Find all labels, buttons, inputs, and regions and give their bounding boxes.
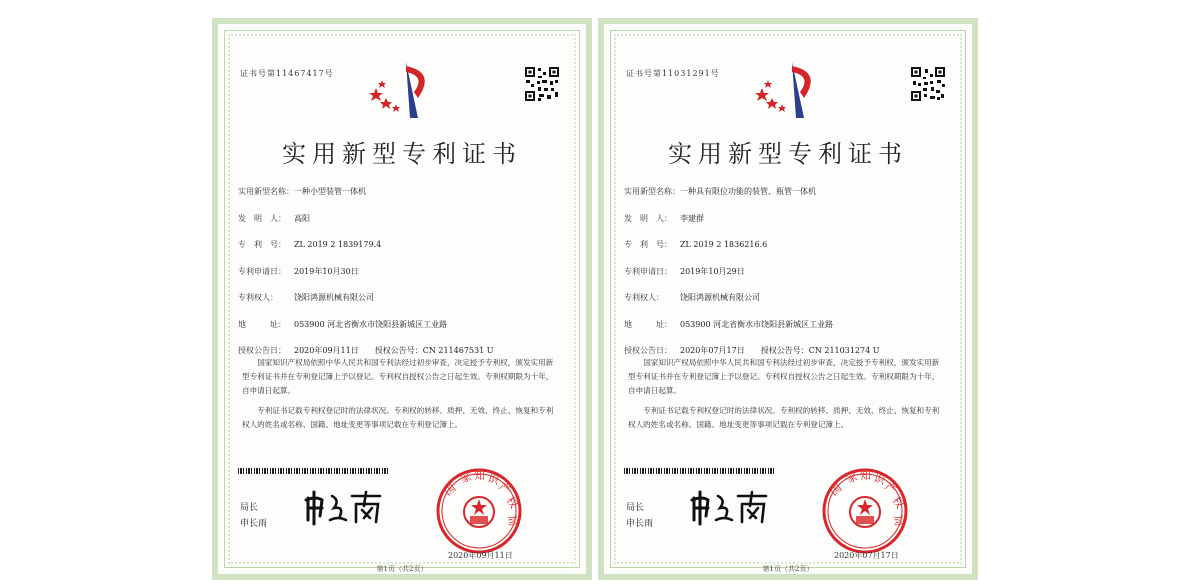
field-value: ZL 2019 2 1836216.6 [680, 240, 768, 249]
cnipa-logo-icon [752, 58, 822, 124]
field-label: 授权公告日： [238, 346, 286, 355]
certificate-title: 实用新型专利证书 [668, 140, 908, 168]
field-address [624, 319, 952, 346]
field-label: 实用新型名称： [238, 187, 294, 196]
field-value: 一种小型装管一体机 [294, 187, 366, 196]
field-value: 2019年10月30日 [294, 266, 359, 276]
field-label: 专 利 号： [238, 240, 286, 249]
director-name: 申长雨 [626, 519, 654, 529]
patent-certificate-1 [212, 18, 592, 580]
field-address [238, 319, 566, 346]
certificate-body [628, 356, 946, 438]
field-application-date [624, 266, 952, 293]
svg-text:国: 国 [827, 481, 845, 499]
certificate-fields [624, 186, 952, 372]
official-seal [434, 466, 524, 556]
svg-text:局: 局 [891, 514, 906, 528]
svg-text:产: 产 [496, 479, 513, 497]
svg-text:识: 识 [486, 471, 501, 488]
official-seal [820, 466, 910, 556]
director-signature [302, 486, 386, 528]
svg-text:家: 家 [458, 469, 474, 486]
field-value: 饶阳鸿源机械有限公司 [294, 293, 374, 302]
field-value: ZL 2019 2 1839179.4 [294, 240, 382, 249]
svg-text:局: 局 [505, 514, 520, 528]
body-paragraph: 专利证书记载专利权登记时的法律状况。专利权的转移、质押、无效、终止、恢复和专利权人的姓名或名称、国籍、地址变更等事项记载在专利登记簿上。 [242, 406, 554, 429]
field-value: 053900 河北省衡水市饶阳县新城区工业路 [294, 319, 448, 329]
svg-text:识: 识 [872, 471, 887, 488]
body-paragraph: 国家知识产权局依照中华人民共和国专利法经过初步审查，决定授予专利权，颁发实用新型专利证书并在专利登记簿上予以登记。专利权自授权公告之日起生效。专利权期限为十年，自申请日起算。 [242, 358, 554, 395]
field-value: 2020年07月17日 授权公告号：CN 211031274 U [680, 346, 880, 355]
field-value: 一种具有限位功能的装管、瓶管一体机 [680, 187, 816, 196]
director-title: 局长 [240, 503, 259, 513]
field-value: 053900 河北省衡水市饶阳县新城区工业路 [680, 319, 834, 329]
svg-text:产: 产 [882, 479, 899, 497]
field-value: 饶阳鸿源机械有限公司 [680, 293, 760, 302]
field-value: 李建群 [680, 213, 704, 223]
field-value: 高阳 [294, 213, 310, 223]
field-label: 专利申请日： [238, 266, 286, 276]
svg-text:家: 家 [844, 469, 860, 486]
field-inventor [238, 213, 566, 240]
field-value: 2019年10月29日 [680, 266, 745, 276]
qr-code-icon [910, 66, 946, 102]
page-number: 第1页（共2页） [376, 565, 428, 573]
svg-text:知: 知 [860, 469, 871, 482]
certificate-fields [238, 186, 566, 372]
field-label: 专 利 号： [624, 240, 672, 249]
seal-date: 2020年09月11日 [448, 551, 513, 560]
svg-text:权: 权 [889, 494, 907, 511]
certificate-number: 证书号第11031291号 [626, 69, 720, 78]
cnipa-logo-icon [366, 58, 436, 124]
svg-text:国: 国 [441, 481, 459, 499]
svg-text:权: 权 [503, 494, 521, 511]
field-label: 专利申请日： [624, 266, 672, 276]
page-number: 第1页（共2页） [762, 565, 814, 573]
field-label: 授权公告日： [624, 346, 672, 355]
barcode [238, 468, 388, 474]
patent-certificate-2 [598, 18, 978, 580]
field-patentee [238, 292, 566, 319]
field-name [624, 186, 952, 213]
certificate-body [242, 356, 560, 438]
svg-text:知: 知 [474, 469, 485, 482]
barcode [624, 468, 774, 474]
field-inventor [624, 213, 952, 240]
field-patent-number [624, 239, 952, 266]
field-name [238, 186, 566, 213]
body-paragraph: 国家知识产权局依照中华人民共和国专利法经过初步审查，决定授予专利权，颁发实用新型专利证书并在专利登记簿上予以登记。专利权自授权公告之日起生效。专利权期限为十年，自申请日起算。 [628, 358, 940, 395]
qr-code-icon [524, 66, 560, 102]
field-value: 2020年09月11日 授权公告号：CN 211467531 U [294, 346, 494, 355]
field-label: 专利权人： [624, 293, 664, 302]
field-label: 实用新型名称： [624, 187, 680, 196]
director-name: 申长雨 [240, 519, 268, 529]
field-label: 地 址： [238, 319, 286, 329]
seal-date: 2020年07月17日 [834, 551, 899, 560]
director-title: 局长 [626, 503, 645, 513]
field-label: 地 址： [624, 319, 672, 329]
field-patentee [624, 292, 952, 319]
field-label: 发 明 人： [624, 213, 672, 223]
field-application-date [238, 266, 566, 293]
certificate-title: 实用新型专利证书 [282, 140, 522, 168]
certificate-number: 证书号第11467417号 [240, 69, 334, 78]
field-label: 发 明 人： [238, 213, 286, 223]
body-paragraph: 专利证书记载专利权登记时的法律状况。专利权的转移、质押、无效、终止、恢复和专利权人的姓名或名称、国籍、地址变更等事项记载在专利登记簿上。 [628, 406, 940, 429]
field-patent-number [238, 239, 566, 266]
director-signature [688, 486, 772, 528]
field-label: 专利权人： [238, 293, 278, 302]
